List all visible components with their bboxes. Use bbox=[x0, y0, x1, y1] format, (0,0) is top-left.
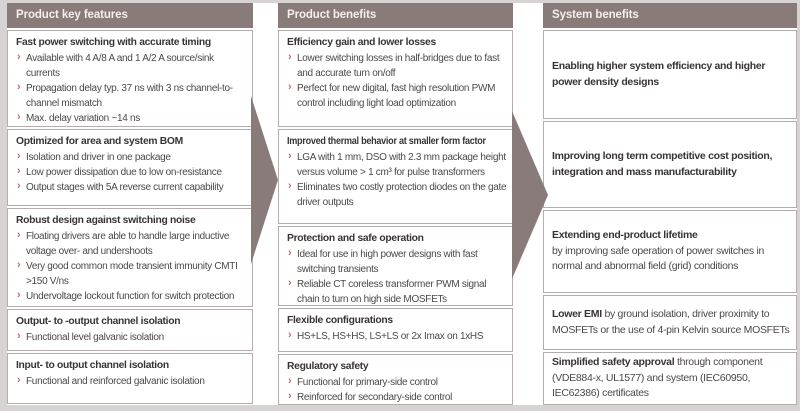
bullet-item bbox=[287, 150, 508, 180]
bullet-list bbox=[16, 374, 248, 389]
bullet-item bbox=[287, 375, 508, 390]
bullet-item bbox=[287, 329, 508, 344]
benefit-cost-position bbox=[543, 121, 797, 208]
benefit-bold-text: Simplified safety approval bbox=[552, 356, 675, 369]
bullet-chevron-icon: › bbox=[17, 111, 21, 123]
bullet-text: LGA with 1 mm, DSO with 2.3 mm package height versus volume > 1 cm³ for pulse transformers bbox=[297, 152, 506, 178]
bullet-list bbox=[16, 330, 248, 345]
bullet-list bbox=[287, 150, 508, 210]
bullet-chevron-icon: › bbox=[288, 375, 292, 387]
bullet-chevron-icon: › bbox=[17, 374, 21, 386]
benefit-product-lifetime bbox=[543, 210, 797, 293]
bullet-chevron-icon: › bbox=[17, 165, 21, 177]
section-title: Fast power switching with accurate timing bbox=[16, 37, 211, 48]
benefit-rest-text: through component (VDE884-x, UL1577) and system (IEC60950, IEC62386) certificates bbox=[552, 356, 763, 400]
bullet-text: Low power dissipation due to low on-resistance bbox=[26, 167, 222, 178]
bullet-text: Floating drivers are able to handle large inductive voltage over- and undershoots bbox=[26, 231, 230, 257]
bullet-list bbox=[287, 375, 508, 405]
column-product-key-features bbox=[7, 3, 253, 404]
bullet-text: Ideal for use in high power designs with fast switching transients bbox=[297, 249, 478, 275]
bullet-chevron-icon: › bbox=[17, 81, 21, 93]
bullet-text: Available with 4 A/8 A and 1 A/2 A source/sink currents bbox=[26, 53, 214, 79]
bullet-item bbox=[16, 330, 248, 345]
bullet-chevron-icon: › bbox=[288, 81, 292, 93]
bullet-chevron-icon: › bbox=[17, 180, 21, 192]
bullet-text: Reliable CT coreless transformer PWM signal chain to turn on high side MOSFETs bbox=[297, 279, 487, 305]
bullet-chevron-icon: › bbox=[288, 51, 292, 63]
bullet-item bbox=[16, 229, 248, 259]
bullet-list bbox=[16, 150, 248, 195]
bullet-chevron-icon: › bbox=[288, 390, 292, 402]
benefit-bold-text: Lower EMI bbox=[552, 308, 602, 320]
column-header: System benefits bbox=[543, 3, 797, 28]
bullet-text: Undervoltage lockout function for switch protection bbox=[26, 291, 235, 302]
benefit-text bbox=[552, 149, 790, 180]
section-improved-thermal bbox=[278, 129, 513, 224]
column-header: Product key features bbox=[7, 3, 253, 28]
bullet-chevron-icon: › bbox=[288, 180, 292, 192]
section-protection-safe-operation bbox=[278, 226, 513, 306]
section-title: Input- to output channel isolation bbox=[16, 360, 169, 371]
section-robust-design bbox=[7, 208, 253, 307]
section-optimized-area-bom bbox=[7, 129, 253, 206]
section-title: Flexible configurations bbox=[287, 315, 393, 326]
bullet-item bbox=[16, 165, 248, 180]
bullet-item bbox=[287, 81, 508, 111]
bullet-text: Eliminates two costly protection diodes on the gate driver outputs bbox=[297, 182, 507, 208]
bullet-list bbox=[16, 229, 248, 304]
bullet-item bbox=[16, 374, 248, 389]
section-title: Output- to -output channel isolation bbox=[16, 316, 181, 327]
bullet-item bbox=[16, 150, 248, 165]
section-input-output-isolation bbox=[7, 353, 253, 404]
section-title: Regulatory safety bbox=[287, 361, 369, 372]
section-output-output-isolation bbox=[7, 309, 253, 351]
benefit-higher-efficiency bbox=[543, 30, 797, 119]
bullet-chevron-icon: › bbox=[17, 229, 21, 241]
bullet-text: Output stages with 5A reverse current capability bbox=[26, 182, 224, 193]
section-regulatory-safety bbox=[278, 354, 513, 405]
column-product-benefits bbox=[278, 3, 513, 405]
bullet-item bbox=[16, 51, 248, 81]
bullet-item bbox=[16, 259, 248, 289]
section-fast-power-switching bbox=[7, 30, 253, 127]
section-title: Improved thermal behavior at smaller form factor bbox=[287, 136, 486, 147]
bullet-item bbox=[16, 111, 248, 126]
benefit-rest-text: by improving safe operation of power switches in normal and abnormal field (grid) conditions bbox=[552, 244, 765, 273]
section-title: Optimized for area and system BOM bbox=[16, 136, 183, 147]
section-title: Robust design against switching noise bbox=[16, 215, 196, 226]
bullet-item bbox=[16, 180, 248, 195]
bullet-list bbox=[287, 329, 508, 344]
bullet-text: HS+LS, HS+HS, LS+LS or 2x Imax on 1xHS bbox=[297, 331, 484, 342]
benefit-text bbox=[552, 228, 790, 275]
benefit-text bbox=[552, 307, 790, 338]
bullet-chevron-icon: › bbox=[17, 259, 21, 271]
bullet-chevron-icon: › bbox=[288, 150, 292, 162]
section-flexible-configurations bbox=[278, 308, 513, 352]
bullet-item bbox=[287, 180, 508, 210]
section-title: Protection and safe operation bbox=[287, 233, 424, 244]
benefit-text bbox=[552, 355, 790, 402]
bullet-text: Lower switching losses in half-bridges due to fast and accurate turn on/off bbox=[297, 53, 500, 79]
bullet-list bbox=[287, 247, 508, 306]
bullet-text: Functional and reinforced galvanic isolation bbox=[26, 376, 205, 387]
benefit-bold-text: Improving long term competitive cost position, integration and mass manufacturability bbox=[552, 150, 773, 178]
benefit-bold-text: Extending end-product lifetime bbox=[552, 229, 698, 242]
section-efficiency-gain bbox=[278, 30, 513, 127]
bullet-chevron-icon: › bbox=[17, 289, 21, 301]
bullet-text: Reinforced for secondary-side control bbox=[297, 392, 453, 403]
bullet-item bbox=[287, 247, 508, 277]
bullet-text: Propagation delay typ. 37 ns with 3 ns channel-to-channel mismatch bbox=[26, 83, 233, 109]
benefit-safety-approval bbox=[543, 352, 797, 405]
bullet-item bbox=[287, 277, 508, 306]
bullet-text: Perfect for new digital, fast high resolution PWM control including light load optimization bbox=[297, 83, 496, 109]
section-title: Efficiency gain and lower losses bbox=[287, 37, 436, 48]
benefit-text bbox=[552, 59, 790, 90]
bullet-text: Very good common mode transient immunity CMTI >150 V/ns bbox=[26, 261, 238, 287]
bullet-text: Max. delay variation ~14 ns bbox=[26, 113, 140, 124]
column-header: Product benefits bbox=[278, 3, 513, 28]
arrow-right-icon bbox=[512, 111, 548, 279]
benefit-lower-emi bbox=[543, 295, 797, 350]
column-system-benefits bbox=[543, 3, 797, 405]
bullet-chevron-icon: › bbox=[17, 150, 21, 162]
bullet-text: Functional for primary-side control bbox=[297, 377, 438, 388]
bullet-text: Functional level galvanic isolation bbox=[26, 332, 164, 343]
bullet-text: Isolation and driver in one package bbox=[26, 152, 171, 163]
bullet-item bbox=[287, 51, 508, 81]
bullet-chevron-icon: › bbox=[17, 51, 21, 63]
bullet-item bbox=[287, 390, 508, 405]
bullet-chevron-icon: › bbox=[288, 247, 292, 259]
bullet-item bbox=[16, 81, 248, 111]
bullet-chevron-icon: › bbox=[288, 329, 292, 341]
bullet-chevron-icon: › bbox=[17, 330, 21, 342]
bullet-chevron-icon: › bbox=[288, 277, 292, 289]
bullet-item bbox=[16, 289, 248, 304]
arrow-right-icon bbox=[251, 96, 278, 264]
benefit-bold-text: Enabling higher system efficiency and higher power density designs bbox=[552, 60, 766, 88]
benefit-rest-text: by ground isolation, driver proximity to MOSFETs or the use of 4-pin Kelvin source MOSFETs bbox=[552, 308, 790, 336]
bullet-list bbox=[16, 51, 248, 126]
bullet-list bbox=[287, 51, 508, 111]
